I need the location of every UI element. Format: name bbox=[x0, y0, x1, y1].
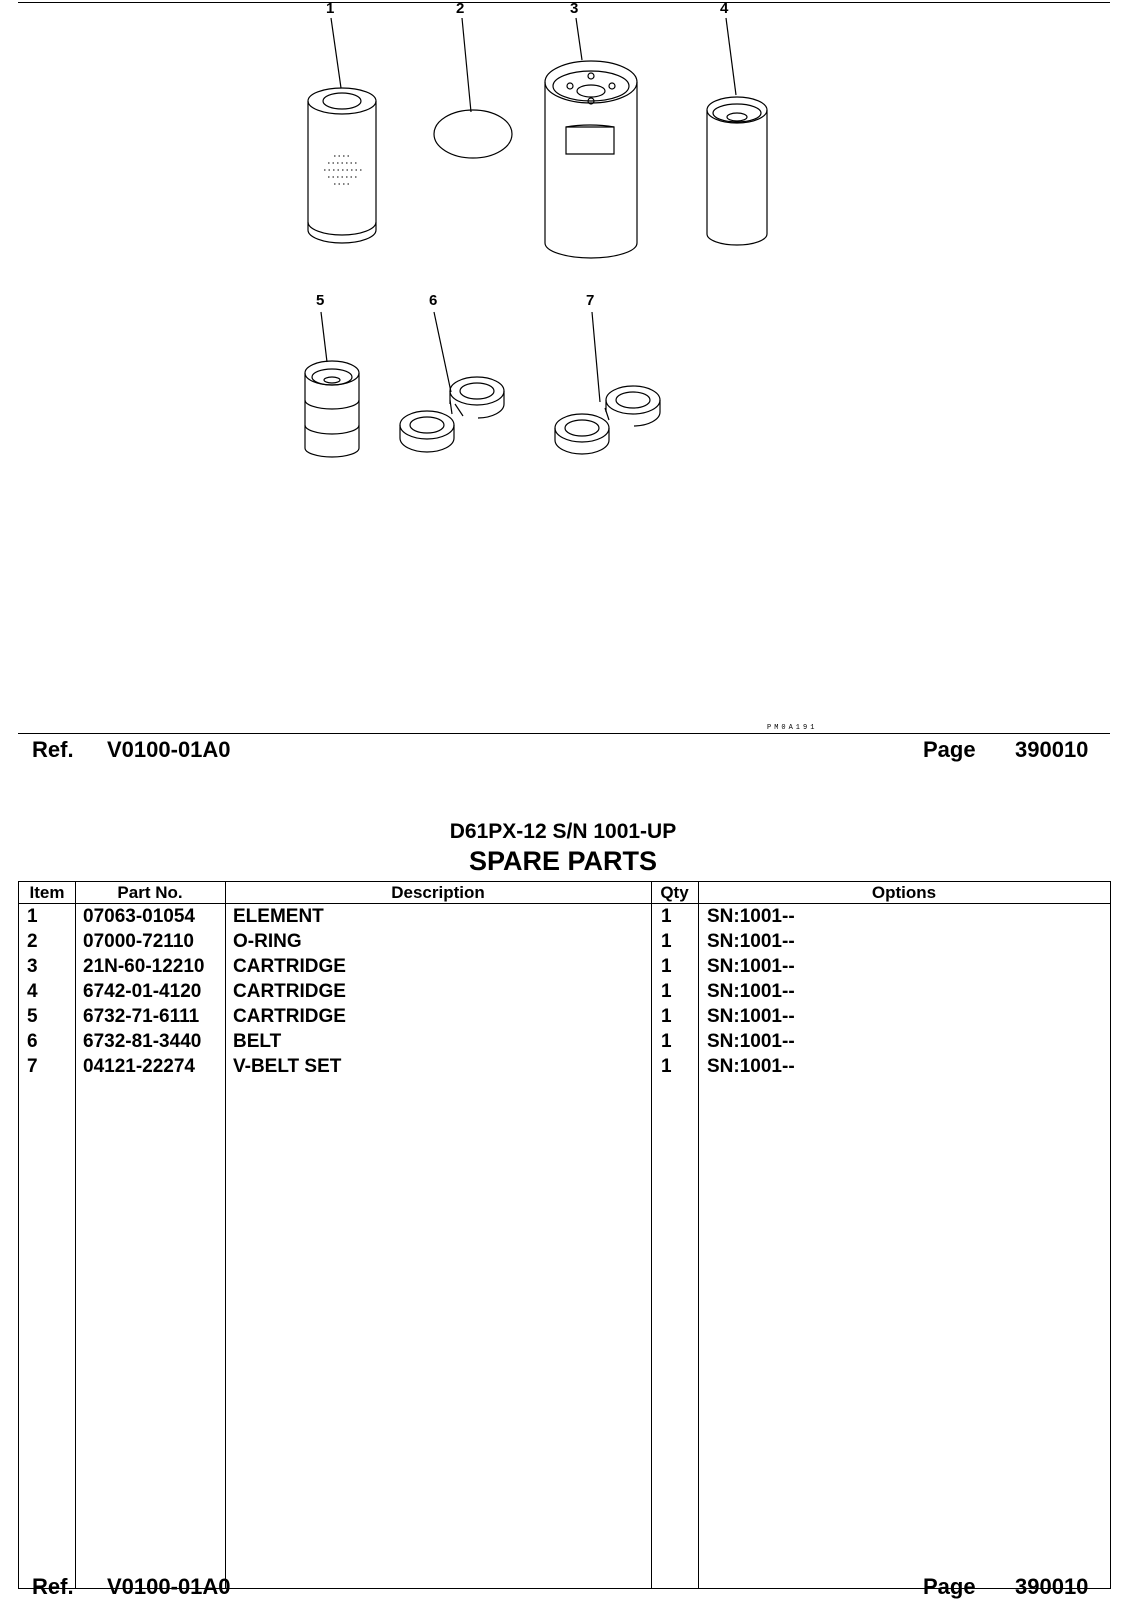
table-row bbox=[19, 929, 1110, 954]
part-3-cartridge-drawing bbox=[545, 61, 637, 258]
header-part-no: Part No. bbox=[117, 883, 183, 902]
cell-item: 6 bbox=[27, 1031, 38, 1052]
cell-options: SN:1001-- bbox=[707, 1031, 795, 1052]
leader-lines bbox=[321, 18, 736, 402]
header-options: Options bbox=[871, 883, 937, 902]
ref-value: V0100-01A0 bbox=[107, 737, 231, 762]
cell-item: 4 bbox=[27, 981, 38, 1002]
callout-3: 3 bbox=[570, 0, 579, 17]
cell-description: O-RING bbox=[233, 931, 302, 952]
table-row bbox=[19, 1054, 1110, 1079]
cell-item: 1 bbox=[27, 906, 38, 927]
callout-7: 7 bbox=[586, 292, 595, 309]
cell-part-no: 07063-01054 bbox=[83, 906, 195, 927]
cell-item: 5 bbox=[27, 1006, 38, 1027]
drawing-separator bbox=[18, 733, 1110, 734]
cell-options: SN:1001-- bbox=[707, 931, 795, 952]
callout-5: 5 bbox=[316, 292, 325, 309]
model-heading: D61PX-12 S/N 1001-UP bbox=[449, 820, 677, 843]
callout-4: 4 bbox=[720, 0, 729, 17]
cell-qty: 1 bbox=[661, 1031, 672, 1052]
cell-part-no: 21N-60-12210 bbox=[83, 956, 205, 977]
cell-qty: 1 bbox=[661, 931, 672, 952]
page-value: 390010 bbox=[1015, 737, 1089, 762]
cell-description: CARTRIDGE bbox=[233, 1006, 346, 1027]
cell-options: SN:1001-- bbox=[707, 981, 795, 1002]
page-label-bottom: Page bbox=[923, 1574, 976, 1599]
table-row bbox=[19, 1004, 1110, 1029]
drawing-code: PM0A191 bbox=[767, 724, 818, 732]
cell-qty: 1 bbox=[661, 1006, 672, 1027]
cell-item: 3 bbox=[27, 956, 38, 977]
page-label: Page bbox=[923, 737, 976, 762]
header-item: Item bbox=[29, 883, 65, 902]
cell-part-no: 04121-22274 bbox=[83, 1056, 195, 1077]
cell-options: SN:1001-- bbox=[707, 906, 795, 927]
callout-6: 6 bbox=[429, 292, 438, 309]
cell-qty: 1 bbox=[661, 981, 672, 1002]
cell-part-no: 6732-71-6111 bbox=[83, 1006, 200, 1027]
cell-description: BELT bbox=[233, 1031, 282, 1052]
cell-description: ELEMENT bbox=[233, 906, 324, 927]
ref-value-bottom: V0100-01A0 bbox=[107, 1574, 231, 1599]
cell-qty: 1 bbox=[661, 906, 672, 927]
table-row bbox=[19, 1029, 1110, 1054]
ref-label: Ref. bbox=[32, 737, 74, 762]
cell-part-no: 07000-72110 bbox=[83, 931, 194, 952]
part-4-cartridge-drawing bbox=[707, 97, 767, 245]
table-row bbox=[19, 954, 1110, 979]
cell-qty: 1 bbox=[661, 1056, 672, 1077]
callout-2: 2 bbox=[456, 0, 465, 17]
cell-description: CARTRIDGE bbox=[233, 956, 346, 977]
cell-description: CARTRIDGE bbox=[233, 981, 346, 1002]
part-5-cartridge-drawing bbox=[305, 361, 359, 457]
cell-options: SN:1001-- bbox=[707, 1056, 795, 1077]
cell-item: 7 bbox=[27, 1056, 38, 1077]
cell-options: SN:1001-- bbox=[707, 956, 795, 977]
cell-part-no: 6742-01-4120 bbox=[83, 981, 202, 1002]
table-row bbox=[19, 979, 1110, 1004]
part-6-belt-drawing bbox=[400, 377, 504, 452]
table-row bbox=[19, 904, 1110, 929]
cell-item: 2 bbox=[27, 931, 38, 952]
callout-1: 1 bbox=[326, 0, 335, 17]
cell-description: V-BELT SET bbox=[233, 1056, 342, 1077]
ref-label-bottom: Ref. bbox=[32, 1574, 74, 1599]
parts-illustration bbox=[0, 0, 1126, 720]
cell-part-no: 6732-81-3440 bbox=[83, 1031, 202, 1052]
header-qty: Qty bbox=[660, 883, 689, 902]
part-1-element-drawing bbox=[308, 88, 376, 243]
cell-options: SN:1001-- bbox=[707, 1006, 795, 1027]
part-2-oring-drawing bbox=[434, 110, 512, 158]
cell-qty: 1 bbox=[661, 956, 672, 977]
part-7-vbelt-drawing bbox=[555, 386, 660, 454]
page-title: SPARE PARTS bbox=[468, 846, 658, 876]
page-value-bottom: 390010 bbox=[1015, 1574, 1089, 1599]
parts-table bbox=[18, 881, 1111, 1589]
header-description: Description bbox=[391, 883, 485, 902]
